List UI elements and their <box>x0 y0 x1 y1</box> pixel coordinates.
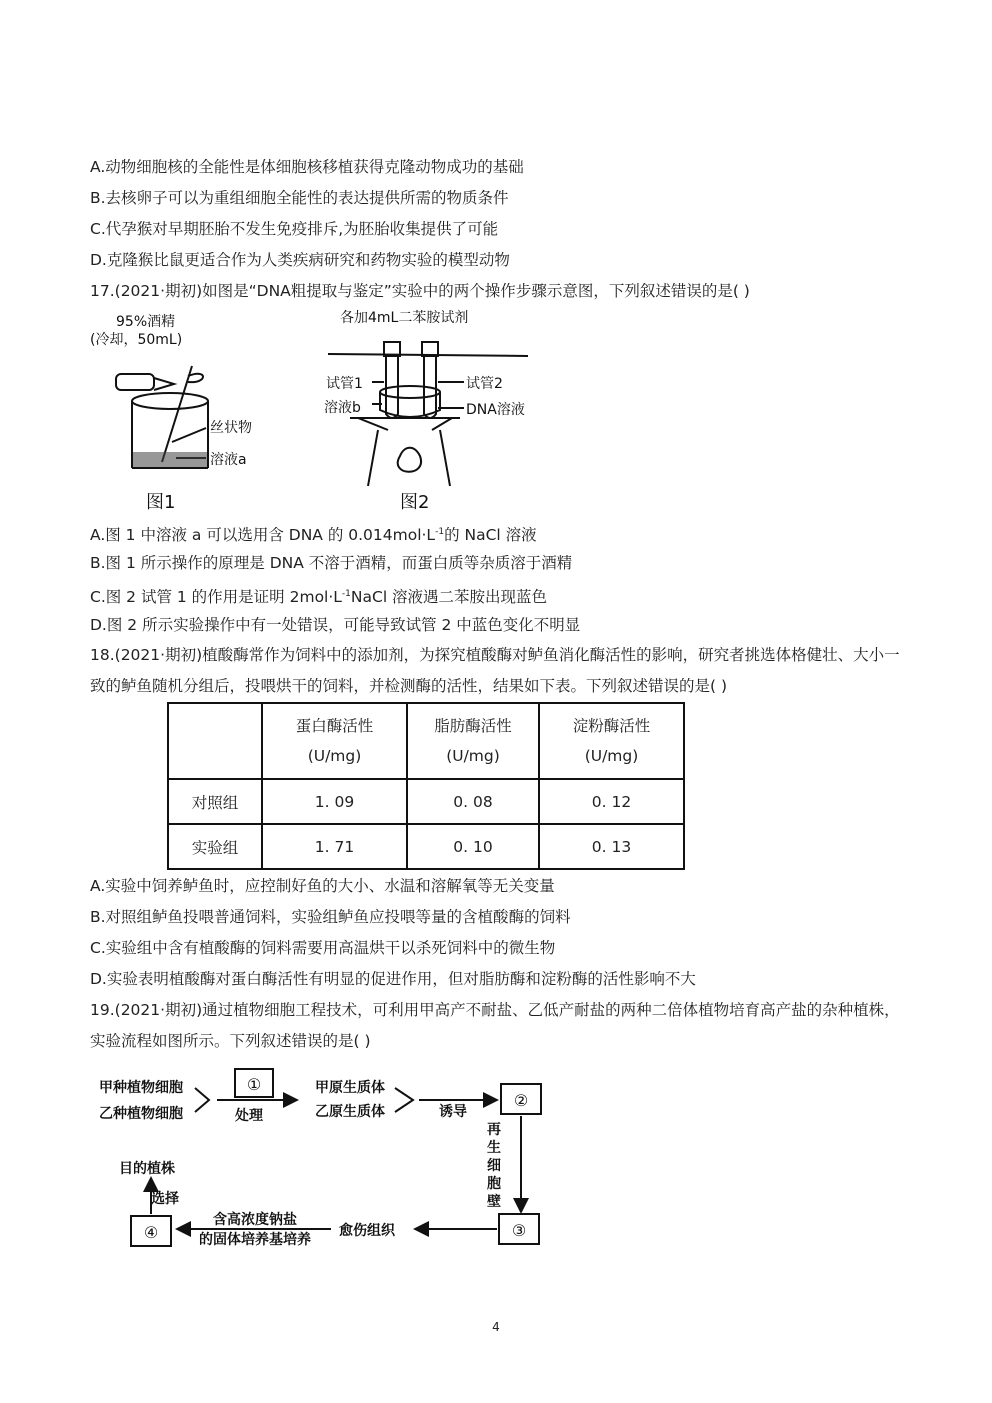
table-cell: 0. 08 <box>407 779 539 824</box>
option-line: C.图 2 试管 1 的作用是证明 $2mol\cdot L^{-1}NaCl$ 溶液遇二苯胺出现蓝色 <box>90 588 548 607</box>
flow-medium-line2: 的固体培养基培养 <box>199 1232 311 1248</box>
option-line: B.对照组鲈鱼投喂普通饲料，实验组鲈鱼应投喂等量的含植酸酶的饲料 <box>90 908 571 926</box>
flow-step1: ① <box>246 1075 262 1094</box>
table-header-cell: 蛋白酶活性 (U/mg) <box>262 703 407 779</box>
row-label: 对照组 <box>168 779 262 824</box>
fig1-silk-label: 丝状物 <box>210 420 252 436</box>
fig1-ethanol-condition: (冷却，50mL) <box>90 332 183 348</box>
option-line: D.克隆猴比鼠更适合作为人类疾病研究和药物实验的模型动物 <box>90 251 510 269</box>
plant-fusion-flowchart <box>95 1066 555 1258</box>
flow-regen-char: 胞 <box>487 1176 501 1192</box>
option-line: C.代孕猴对早期胚胎不发生免疫排斥,为胚胎收集提供了可能 <box>90 220 499 238</box>
flow-protoplast-a: 甲原生质体 <box>315 1080 385 1096</box>
table-cell: 0. 10 <box>407 824 539 869</box>
flow-process-label: 处理 <box>235 1108 263 1124</box>
flow-induce-label: 诱导 <box>439 1104 467 1120</box>
enzyme-activity-table <box>167 702 685 870</box>
flow-step4: ④ <box>143 1223 159 1242</box>
flow-regen-char: 细 <box>487 1158 501 1174</box>
fig1-caption: 图1 <box>146 492 176 513</box>
dna-extraction-figure <box>88 306 548 516</box>
option-line: A.动物细胞核的全能性是体细胞核移植获得克隆动物成功的基础 <box>90 158 524 176</box>
flow-regen-char: 再 <box>487 1122 501 1138</box>
flow-regen-char: 壁 <box>487 1194 501 1210</box>
option-line: D.图 2 所示实验操作中有一处错误，可能导致试管 2 中蓝色变化不明显 <box>90 616 581 634</box>
fig1-solution-label: 溶液a <box>210 452 247 468</box>
table-header-cell: 淀粉酶活性 (U/mg) <box>539 703 684 779</box>
row-label: 实验组 <box>168 824 262 869</box>
fig2-dna-label: DNA溶液 <box>466 402 525 418</box>
table-header-cell: 脂肪酶活性 (U/mg) <box>407 703 539 779</box>
flow-cell-b: 乙种植物细胞 <box>99 1106 183 1122</box>
option-line: B.图 1 所示操作的原理是 DNA 不溶于酒精，而蛋白质等杂质溶于酒精 <box>90 554 573 572</box>
flow-regen-char: 生 <box>487 1140 501 1156</box>
flow-protoplast-b: 乙原生质体 <box>315 1104 385 1120</box>
option-line: A.实验中饲养鲈鱼时，应控制好鱼的大小、水温和溶解氧等无关变量 <box>90 877 555 895</box>
flow-step2: ② <box>513 1091 529 1110</box>
table-corner-cell <box>168 703 262 779</box>
option-line: B.去核卵子可以为重组细胞全能性的表达提供所需的物质条件 <box>90 189 509 207</box>
fig2-solution-b-label: 溶液b <box>324 400 361 416</box>
fig2-tube1-label: 试管1 <box>326 376 363 392</box>
table-cell: 1. 09 <box>262 779 407 824</box>
flow-select-label: 选择 <box>151 1191 179 1207</box>
option-line: D.实验表明植酸酶对蛋白酶活性有明显的促进作用，但对脂肪酶和淀粉酶的活性影响不大 <box>90 970 696 988</box>
table-header-row <box>168 703 684 779</box>
table-row <box>168 779 684 824</box>
fig2-tube2-label: 试管2 <box>466 376 503 392</box>
page-number: 4 <box>492 1320 500 1334</box>
fig1-ethanol-label: 95%酒精 <box>116 314 176 330</box>
fig2-caption: 图2 <box>400 492 430 513</box>
flow-target-label: 目的植株 <box>119 1161 175 1177</box>
flow-medium-line1: 含高浓度钠盐 <box>213 1212 297 1228</box>
question-19-stem: 19.(2021·期初)通过植物细胞工程技术，可利用甲高产不耐盐、乙低产耐盐的两种二倍体植物培育高产盐的杂种植株，实验流程如图所示。下列叙述错误的是( ) <box>90 1001 900 1050</box>
option-line: C.实验组中含有植酸酶的饲料需要用高温烘干以杀死饲料中的微生物 <box>90 939 556 957</box>
table-cell: 0. 12 <box>539 779 684 824</box>
fig2-reagent-label: 各加4mL二苯胺试剂 <box>340 310 469 326</box>
flow-callus-label: 愈伤组织 <box>339 1223 395 1239</box>
flow-step3: ③ <box>511 1221 527 1240</box>
fig1-solution-layer <box>133 452 207 467</box>
flow-cell-a: 甲种植物细胞 <box>99 1080 183 1096</box>
table-cell: 1. 71 <box>262 824 407 869</box>
table-cell: 0. 13 <box>539 824 684 869</box>
question-17-stem: 17.(2021·期初)如图是“DNA粗提取与鉴定”实验中的两个操作步骤示意图，下列叙述错误的是( ) <box>90 282 750 300</box>
option-line: A.图 1 中溶液 a 可以选用含 DNA 的 $0.014mol\cdot L^{-1}$的 NaCl 溶液 <box>90 526 537 545</box>
question-18-stem: 18.(2021·期初)植酸酶常作为饲料中的添加剂，为探究植酸酶对鲈鱼消化酶活性的影响，研究者挑选体格健壮、大小一致的鲈鱼随机分组后，投喂烘干的饲料，并检测酶的活性，结果如下表。下列叙述错误的是( ) <box>90 646 900 695</box>
table-row <box>168 824 684 869</box>
